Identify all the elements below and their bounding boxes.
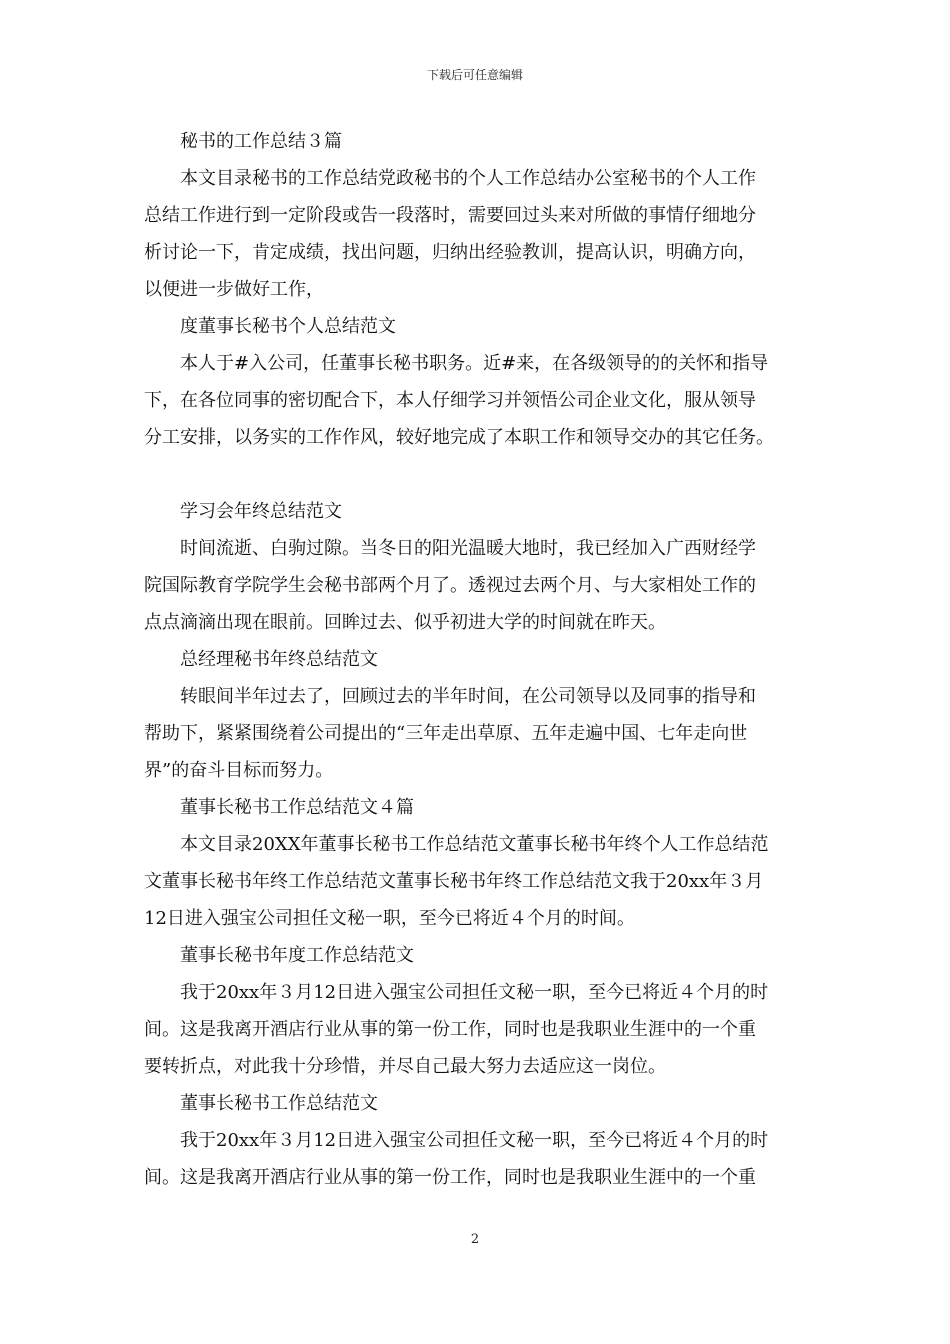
text-line: 转眼间半年过去了，回顾过去的半年时间，在公司领导以及同事的指导和 [180,686,756,707]
text-line: 点点滴滴出现在眼前。回眸过去、似乎初进大学的时间就在昨天。 [144,612,666,633]
text-line: 时间流逝、白驹过隙。当冬日的阳光温暖大地时，我已经加入广西财经学 [180,538,756,559]
document-body [144,123,810,1196]
text-line: 间。这是我离开酒店行业从事的第一份工作，同时也是我职业生涯中的一个重 [144,1019,756,1040]
page-number: 2 [470,1232,480,1247]
text-line: 度董事长秘书个人总结范文 [180,316,396,337]
text-line: 本文目录20XX年董事长秘书工作总结范文董事长秘书年终个人工作总结范 [180,834,769,855]
text-line: 分工安排，以务实的工作作风，较好地完成了本职工作和领导交办的其它任务。 [144,427,774,448]
text-line: 秘书的工作总结３篇 [180,131,342,152]
text-line: 董事长秘书工作总结范文 [180,1093,378,1114]
text-line: 总经理秘书年终总结范文 [180,649,378,670]
text-line: 我于20xx年３月12日进入强宝公司担任文秘一职，至今已将近４个月的时 [180,1130,769,1151]
page-header: 下载后可任意编辑 [426,68,523,82]
text-line [144,456,810,493]
text-line: 本文目录秘书的工作总结党政秘书的个人工作总结办公室秘书的个人工作 [180,168,756,189]
text-line: 下，在各位同事的密切配合下，本人仔细学习并领悟公司企业文化，服从领导 [144,390,756,411]
text-line: 析讨论一下，肯定成绩，找出问题，归纳出经验教训，提高认识，明确方向， [144,242,756,263]
text-line: 董事长秘书工作总结范文４篇 [180,797,414,818]
text-line: 12日进入强宝公司担任文秘一职，至今已将近４个月的时间。 [144,908,635,929]
text-line: 学习会年终总结范文 [180,501,342,522]
text-line: 董事长秘书年度工作总结范文 [180,945,414,966]
text-line: 界”的奋斗目标而努力。 [144,760,334,781]
text-line: 要转折点，对此我十分珍惜，并尽自己最大努力去适应这一岗位。 [144,1056,666,1077]
text-line: 本人于#入公司，任董事长秘书职务。近#来，在各级领导的的关怀和指导 [180,353,769,374]
text-line: 文董事长秘书年终工作总结范文董事长秘书年终工作总结范文我于20xx年３月 [144,871,764,892]
text-line: 总结工作进行到一定阶段或告一段落时，需要回过头来对所做的事情仔细地分 [144,205,756,226]
text-line: 帮助下，紧紧围绕着公司提出的“三年走出草原、五年走遍中国、七年走向世 [144,723,748,744]
text-line: 以便进一步做好工作， [144,279,324,300]
text-line: 间。这是我离开酒店行业从事的第一份工作，同时也是我职业生涯中的一个重 [144,1167,756,1188]
text-line: 我于20xx年３月12日进入强宝公司担任文秘一职，至今已将近４个月的时 [180,982,769,1003]
text-line: 院国际教育学院学生会秘书部两个月了。透视过去两个月、与大家相处工作的 [144,575,756,596]
